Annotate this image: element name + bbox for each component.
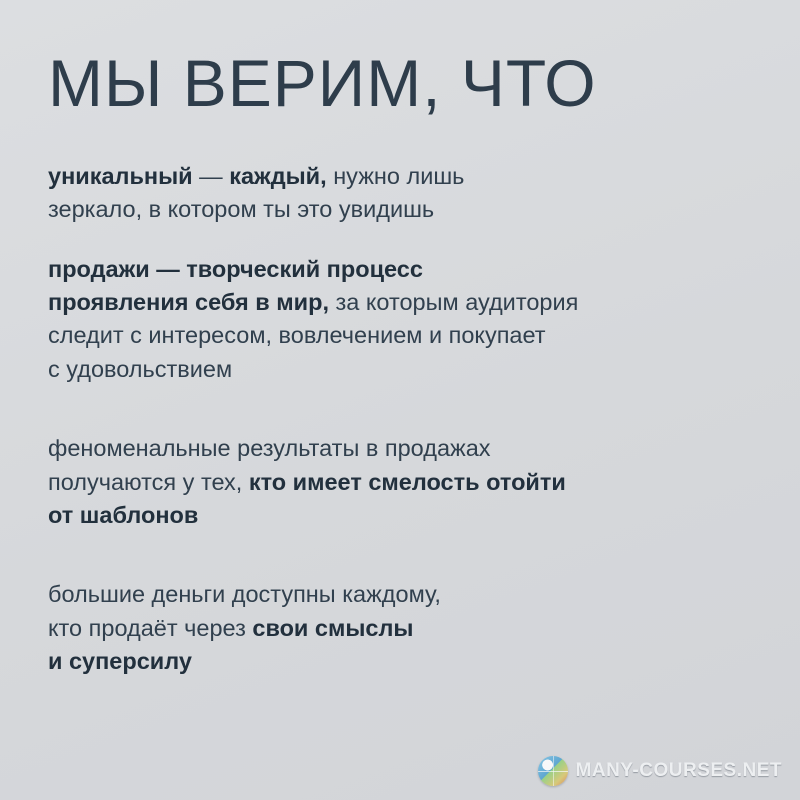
spacer [48,412,752,432]
content-body [48,160,752,678]
body-text: большие деньги доступны каждому, [48,581,441,608]
emphasis-text: уникальный [48,163,193,189]
text-block-3 [48,432,752,532]
body-text: нужно лишь [326,163,465,189]
text-block-4 [48,578,752,678]
paragraph [48,578,752,678]
body-text: с удовольствием [48,355,233,382]
emphasis-text: продажи — творческий процесс [48,255,423,282]
emphasis-text: кто имеет смелость отойти [248,468,566,495]
watermark [538,756,782,786]
body-text: следит с интересом, вовлечением и покупает [48,322,546,349]
watermark-label: MANY-COURSES.NET [575,760,782,781]
globe-icon [538,756,568,786]
text-block-1 [48,160,752,227]
paragraph [48,432,752,532]
body-text: получаются у тех, [48,468,249,495]
emphasis-text: свои смыслы [252,614,414,641]
body-text: кто продаёт через [48,614,253,641]
paragraph [48,160,752,227]
body-text: феноменальные результаты в продажах [48,435,491,462]
emphasis-text: и суперсилу [48,647,192,674]
emphasis-text: каждый, [229,163,327,189]
spacer [48,558,752,578]
body-text: зеркало, в котором ты это увидишь [48,196,435,223]
emphasis-text: проявления себя в мир, [48,289,329,316]
page-title: МЫ ВЕРИМ, ЧТО [48,46,597,120]
emphasis-text: от шаблонов [48,501,199,528]
body-text: — [192,163,230,189]
text-block-2 [48,253,752,386]
body-text: за которым аудитория [328,289,579,316]
paragraph [48,253,752,386]
